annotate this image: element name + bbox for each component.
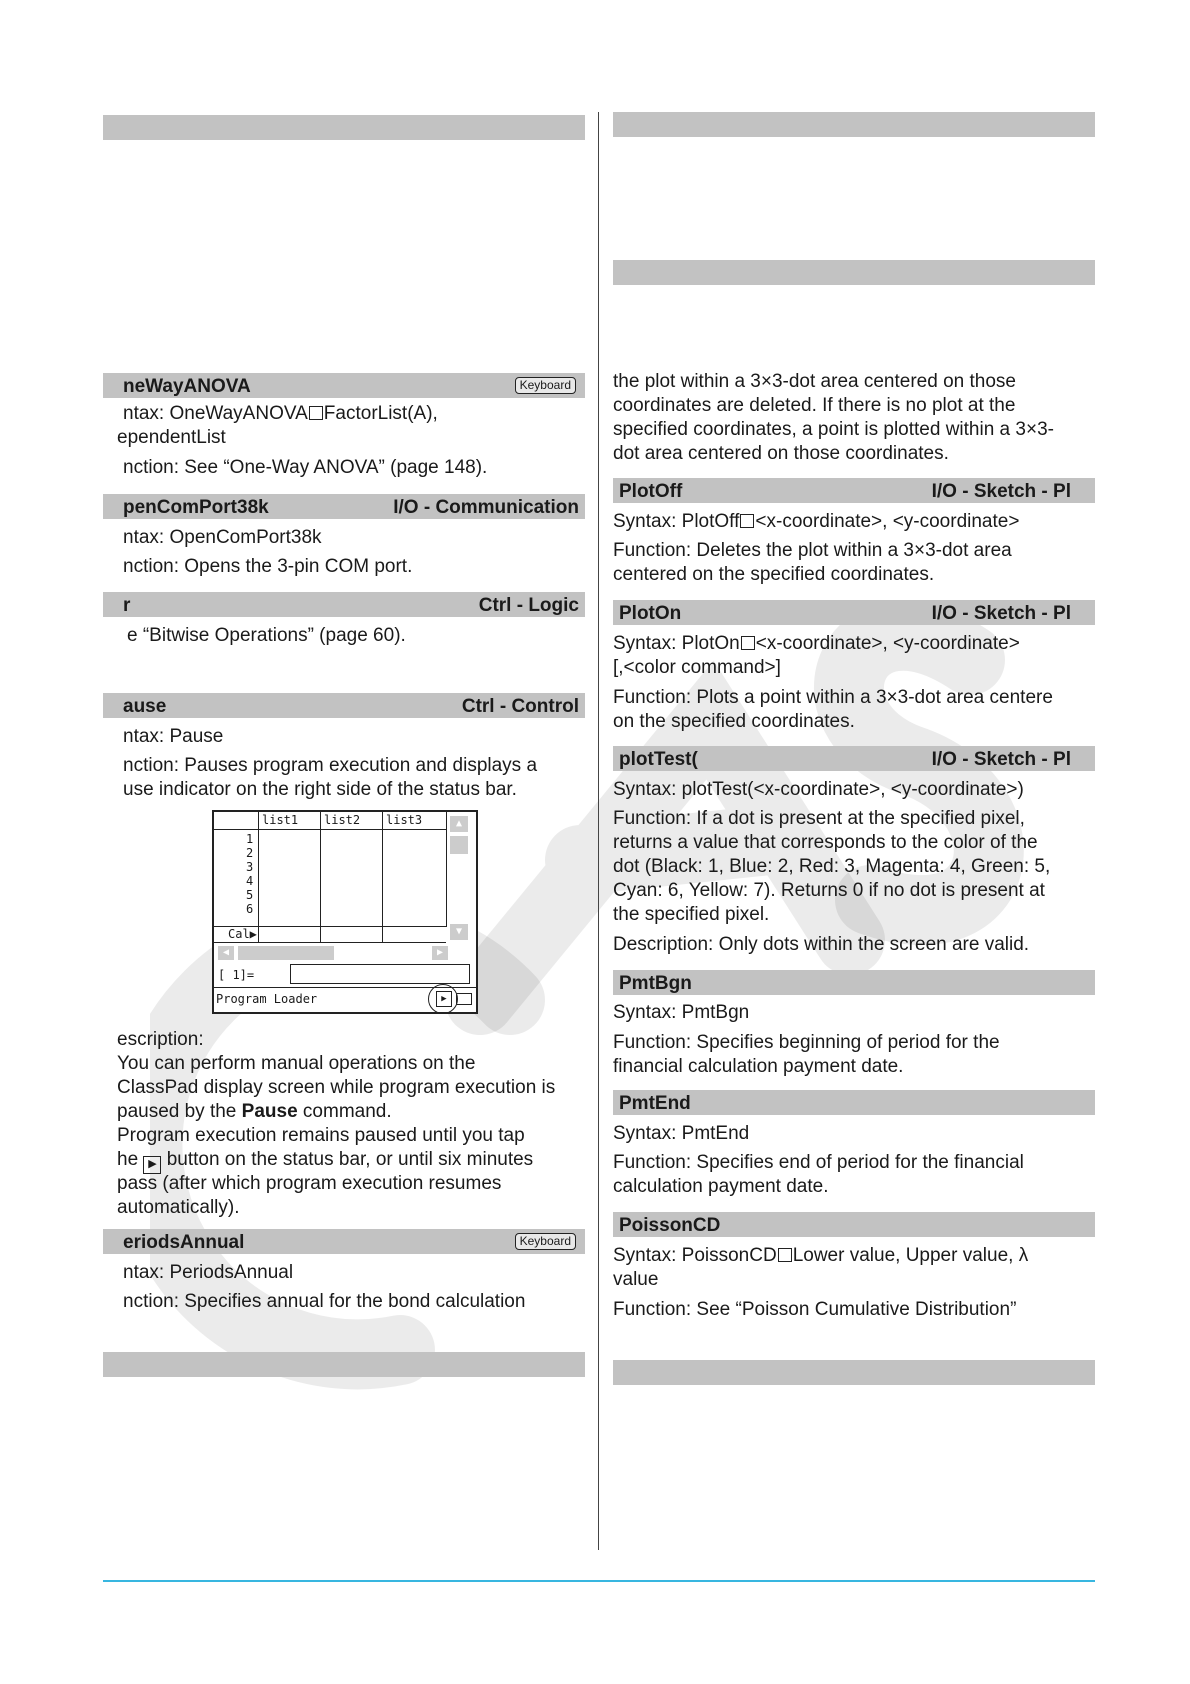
- row-number: 5: [246, 888, 254, 902]
- function-line: returns a value that corresponds to the color of the: [613, 832, 1038, 853]
- continued-text: specified coordinates, a point is plotted within a 3×3-: [613, 419, 1054, 440]
- pause-keyword: Pause: [241, 1101, 298, 1122]
- syntax-line: Syntax: PlotOn <x-coordinate>, <y-coordinate>: [613, 633, 1020, 654]
- description-line: automatically).: [117, 1197, 240, 1218]
- command-category: I/O - Sketch - Pl: [931, 481, 1071, 502]
- syntax-line: Syntax: PlotOff <x-coordinate>, <y-coordinate>: [613, 511, 1020, 532]
- command-name: PlotOff: [619, 481, 683, 502]
- syntax-line: Syntax: PmtEnd: [613, 1123, 750, 1144]
- command-name: neWayANOVA: [123, 376, 251, 397]
- syntax-line: Syntax: PmtBgn: [613, 1002, 750, 1023]
- function-line: centered on the specified coordinates.: [613, 564, 935, 585]
- entry-header-ploton: [613, 600, 1095, 625]
- syntax-line: value: [613, 1269, 659, 1290]
- continued-text: coordinates are deleted. If there is no plot at the: [613, 395, 1016, 416]
- command-name: r: [123, 595, 131, 616]
- command-category: Ctrl - Logic: [478, 595, 579, 616]
- entry-header-periodsannual: [103, 1229, 585, 1254]
- syntax-line: ntax: PeriodsAnnual: [123, 1262, 294, 1283]
- command-name: PmtEnd: [619, 1093, 691, 1114]
- description-line: You can perform manual operations on the: [117, 1053, 476, 1074]
- space-symbol-icon: [740, 514, 754, 528]
- entry-header-plotoff: [613, 478, 1095, 503]
- function-line: on the specified coordinates.: [613, 711, 855, 732]
- description-line: ClassPad display screen while program execution is: [117, 1077, 556, 1098]
- entry-header-pmtbgn: [613, 970, 1095, 995]
- description-line: pass (after which program execution resumes: [117, 1173, 502, 1194]
- entry-header-pmtend: [613, 1090, 1095, 1115]
- column-header: list1: [262, 813, 299, 827]
- description-line: Description: Only dots within the screen are valid.: [613, 934, 1030, 955]
- function-line: financial calculation payment date.: [613, 1056, 904, 1077]
- section-header-blank: [613, 260, 1095, 285]
- function-line: the specified pixel.: [613, 904, 770, 925]
- cal-row: Cal▶: [214, 926, 446, 943]
- entry-header-or: [103, 592, 585, 617]
- spreadsheet-grid: [214, 812, 447, 927]
- section-header-blank: [613, 1360, 1095, 1385]
- command-name: plotTest(: [619, 749, 698, 770]
- syntax-line: Syntax: PoissonCD Lower value, Upper value, λ: [613, 1245, 1029, 1266]
- status-bar-app-name: Program Loader: [216, 992, 318, 1006]
- cell-entry-label: [ 1]=: [218, 968, 255, 982]
- command-name: penComPort38k: [123, 497, 269, 518]
- row-number: 6: [246, 902, 254, 916]
- function-line: dot (Black: 1, Blue: 2, Red: 3, Magenta: 4, Green: 5,: [613, 856, 1051, 877]
- entry-header-plottest: [613, 746, 1095, 771]
- row-number: 4: [246, 874, 254, 888]
- function-line: Function: Specifies beginning of period for the: [613, 1032, 1000, 1053]
- entry-header-onewayanova: [103, 373, 585, 398]
- footer-rule: [103, 1580, 1095, 1582]
- command-category: I/O - Sketch - Pl: [931, 749, 1071, 770]
- highlight-circle: [428, 984, 458, 1014]
- function-line: nction: Opens the 3-pin COM port.: [123, 556, 413, 577]
- function-line: nction: Specifies annual for the bond calculation: [123, 1291, 526, 1312]
- row-number: 1: [246, 832, 254, 846]
- row-number: 2: [246, 846, 254, 860]
- syntax-line: ntax: OpenComPort38k: [123, 527, 322, 548]
- section-header-blank: [103, 1352, 585, 1377]
- command-name: eriodsAnnual: [123, 1232, 245, 1253]
- description-line: he ▶ button on the status bar, or until six minutes: [117, 1148, 533, 1174]
- entry-header-opencomport38k: [103, 494, 585, 519]
- description-line: paused by the Pause command.: [117, 1101, 392, 1122]
- battery-icon: [456, 993, 472, 1005]
- continued-text: the plot within a 3×3-dot area centered on those: [613, 371, 1016, 392]
- section-header-blank: [613, 112, 1095, 137]
- function-line: nction: Pauses program execution and displays a: [123, 755, 538, 776]
- scroll-right-arrow[interactable]: ▶: [432, 946, 448, 960]
- scroll-up-arrow[interactable]: ▲: [450, 816, 468, 832]
- command-category: I/O - Sketch - Pl: [931, 603, 1071, 624]
- syntax-line: ntax: Pause: [123, 726, 224, 747]
- syntax-line: Syntax: plotTest(<x-coordinate>, <y-coordinate>): [613, 779, 1024, 800]
- space-symbol-icon: [741, 636, 755, 650]
- pause-play-icon[interactable]: ▶: [436, 991, 452, 1007]
- command-name: PlotOn: [619, 603, 682, 624]
- column-header: list2: [324, 813, 361, 827]
- entry-header-poissoncd: [613, 1212, 1095, 1237]
- function-line: Cyan: 6, Yellow: 7). Returns 0 if no dot is present at: [613, 880, 1045, 901]
- function-line: nction: See “One-Way ANOVA” (page 148).: [123, 457, 488, 478]
- function-line: Function: Specifies end of period for the financial: [613, 1152, 1024, 1173]
- command-name: PoissonCD: [619, 1215, 721, 1236]
- function-line: calculation payment date.: [613, 1176, 829, 1197]
- keyboard-badge: Keyboard: [515, 1233, 576, 1250]
- description-line: Program execution remains paused until you tap: [117, 1125, 525, 1146]
- classpad-screen: [212, 810, 478, 1014]
- section-header-blank: [103, 115, 585, 140]
- entry-header-pause: [103, 693, 585, 718]
- keyboard-badge: Keyboard: [515, 377, 576, 394]
- function-line: Function: Plots a point within a 3×3-dot area centere: [613, 687, 1053, 708]
- scroll-down-arrow[interactable]: ▼: [450, 924, 468, 940]
- syntax-line: [,<color command>]: [613, 657, 781, 678]
- scroll-left-arrow[interactable]: ◀: [218, 946, 234, 960]
- syntax-line: ependentList: [117, 427, 226, 448]
- column-divider: [598, 112, 599, 1550]
- command-category: Ctrl - Control: [461, 696, 579, 717]
- description-label: escription:: [117, 1029, 204, 1050]
- horizontal-scrollbar-thumb[interactable]: [238, 946, 334, 960]
- cell-entry-field[interactable]: [290, 964, 470, 984]
- play-button-icon: ▶: [143, 1156, 161, 1174]
- function-line: use indicator on the right side of the status bar.: [123, 779, 517, 800]
- space-symbol-icon: [309, 406, 323, 420]
- reference-line: e “Bitwise Operations” (page 60).: [127, 625, 406, 646]
- function-line: Function: If a dot is present at the specified pixel,: [613, 808, 1025, 829]
- vertical-scrollbar-thumb[interactable]: [450, 836, 468, 854]
- column-header: list3: [386, 813, 423, 827]
- command-category: I/O - Communication: [393, 497, 579, 518]
- function-line: Function: See “Poisson Cumulative Distribution”: [613, 1299, 1017, 1320]
- row-number: 3: [246, 860, 254, 874]
- command-name: PmtBgn: [619, 973, 692, 994]
- command-name: ause: [123, 696, 167, 717]
- syntax-line: ntax: OneWayANOVA FactorList(A),: [123, 403, 438, 424]
- function-line: Function: Deletes the plot within a 3×3-dot area: [613, 540, 1012, 561]
- space-symbol-icon: [778, 1248, 792, 1262]
- continued-text: dot area centered on those coordinates.: [613, 443, 949, 464]
